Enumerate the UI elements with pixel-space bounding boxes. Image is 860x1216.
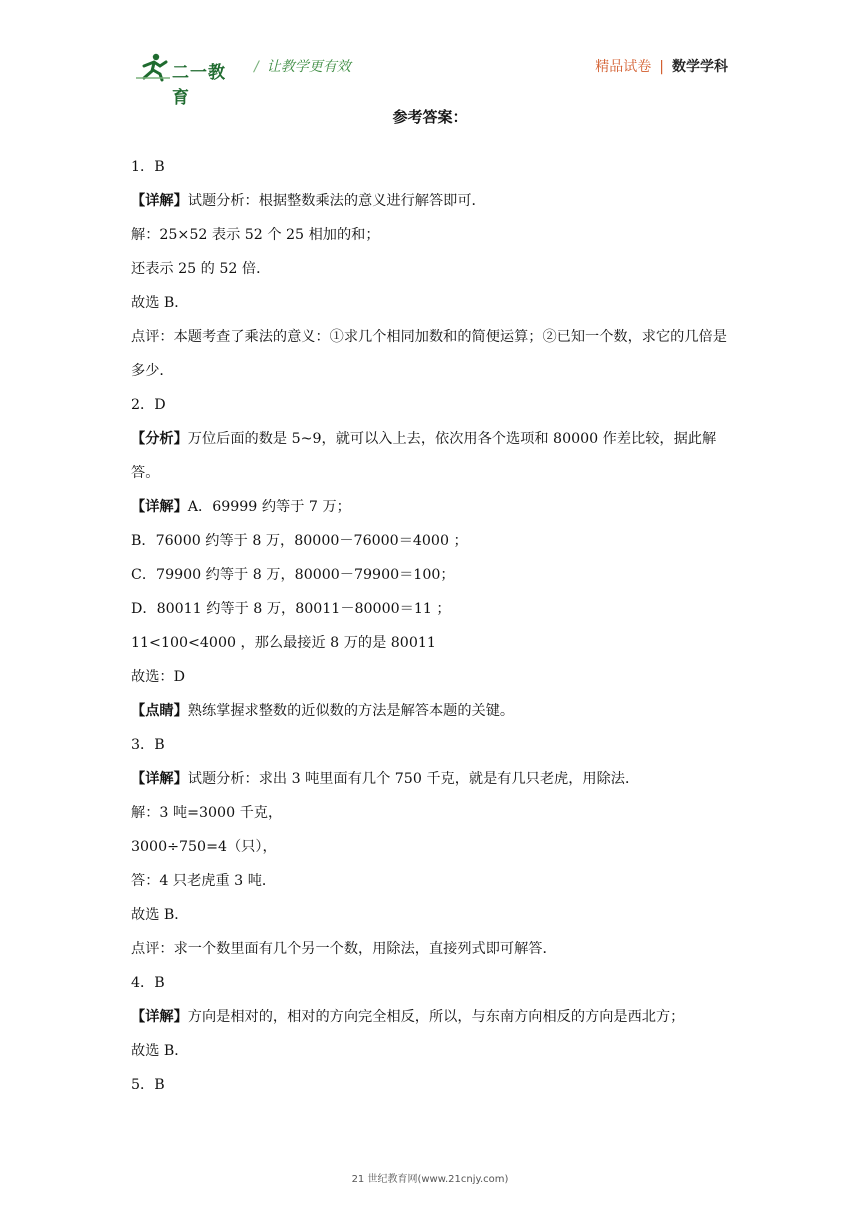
q1-line: 还表示 25 的 52 倍．: [131, 261, 271, 277]
q3-detail: [131, 762, 731, 796]
q1-detail: [131, 184, 731, 218]
q2-point: [131, 694, 731, 728]
q2-detail: [131, 490, 731, 524]
detail-tag: 【详解】: [131, 771, 188, 787]
slogan-slash: /: [254, 59, 259, 75]
q3-line: 解：3 吨=3000 千克，: [131, 805, 283, 821]
logo: [136, 52, 242, 108]
q3-line: 3000÷750=4（只），: [131, 839, 277, 855]
analysis-text: 万位后面的数是 5~9，就可以入上去，依次用各个选项和 80000 作差比较，据此解答。: [131, 431, 717, 481]
subject-label: 数学学科: [672, 59, 728, 75]
detail-text: 试题分析：求出 3 吨里面有几个 750 千克，就是有几只老虎，用除法．: [187, 771, 640, 787]
header-right: [595, 56, 728, 76]
detail-text: 方向是相对的，相对的方向完全相反，所以，与东南方向相反的方向是西北方；: [187, 1009, 685, 1025]
detail-tag: 【详解】: [131, 499, 188, 515]
q1-line: 故选 B．: [131, 295, 189, 311]
page-title: 参考答案：: [392, 108, 468, 126]
q3-comment: 点评：求一个数里面有几个另一个数，用除法，直接列式即可解答．: [131, 941, 557, 957]
detail-tag: 【详解】: [131, 193, 188, 209]
q2-line: 故选：D: [131, 669, 185, 685]
q3-answer: 3．B: [131, 737, 165, 753]
q3-line: 答：4 只老虎重 3 吨．: [131, 873, 277, 889]
premium-label: 精品试卷: [595, 59, 652, 75]
detail-text: 试题分析：根据整数乘法的意义进行解答即可．: [187, 193, 486, 209]
page-header: [136, 46, 728, 108]
q4-detail: [131, 1000, 731, 1034]
header-separator: |: [659, 59, 664, 75]
slogan-text: 让教学更有效: [266, 59, 351, 75]
slogan: [254, 56, 351, 76]
q1-answer: 1．B: [131, 159, 165, 175]
answer-content: [131, 150, 731, 1102]
q4-answer: 4．B: [131, 975, 165, 991]
q2-line: 11<100<4000 ，那么最接近 8 万的是 80011: [131, 635, 436, 651]
q2-line: D．80011 约等于 8 万，80011－80000＝11 ；: [131, 601, 451, 617]
q1-line: 解：25×52 表示 52 个 25 相加的和；: [131, 227, 380, 243]
q5-answer: 5．B: [131, 1077, 165, 1093]
q2-line: C．79900 约等于 8 万，80000－79900＝100；: [131, 567, 455, 583]
q2-line: B．76000 约等于 8 万，80000－76000＝4000 ；: [131, 533, 468, 549]
q4-line: 故选 B．: [131, 1043, 189, 1059]
point-text: 熟练掌握求整数的近似数的方法是解答本题的关键。: [187, 703, 515, 719]
detail-text: A．69999 约等于 7 万；: [187, 499, 351, 515]
runner-logo-icon: [136, 52, 176, 82]
q2-answer: 2．D: [131, 397, 166, 413]
analysis-tag: 【分析】: [131, 431, 188, 447]
page-footer: 21 世纪教育网(www.21cnjy.com): [351, 1174, 509, 1185]
logo-text: 二一教育: [172, 63, 226, 108]
q3-line: 故选 B．: [131, 907, 189, 923]
point-tag: 【点睛】: [131, 703, 188, 719]
detail-tag: 【详解】: [131, 1009, 188, 1025]
q1-comment: 点评：本题考查了乘法的意义：①求几个相同加数和的简便运算；②已知一个数，求它的几倍是多少．: [131, 329, 727, 379]
q2-analysis: [131, 422, 731, 490]
